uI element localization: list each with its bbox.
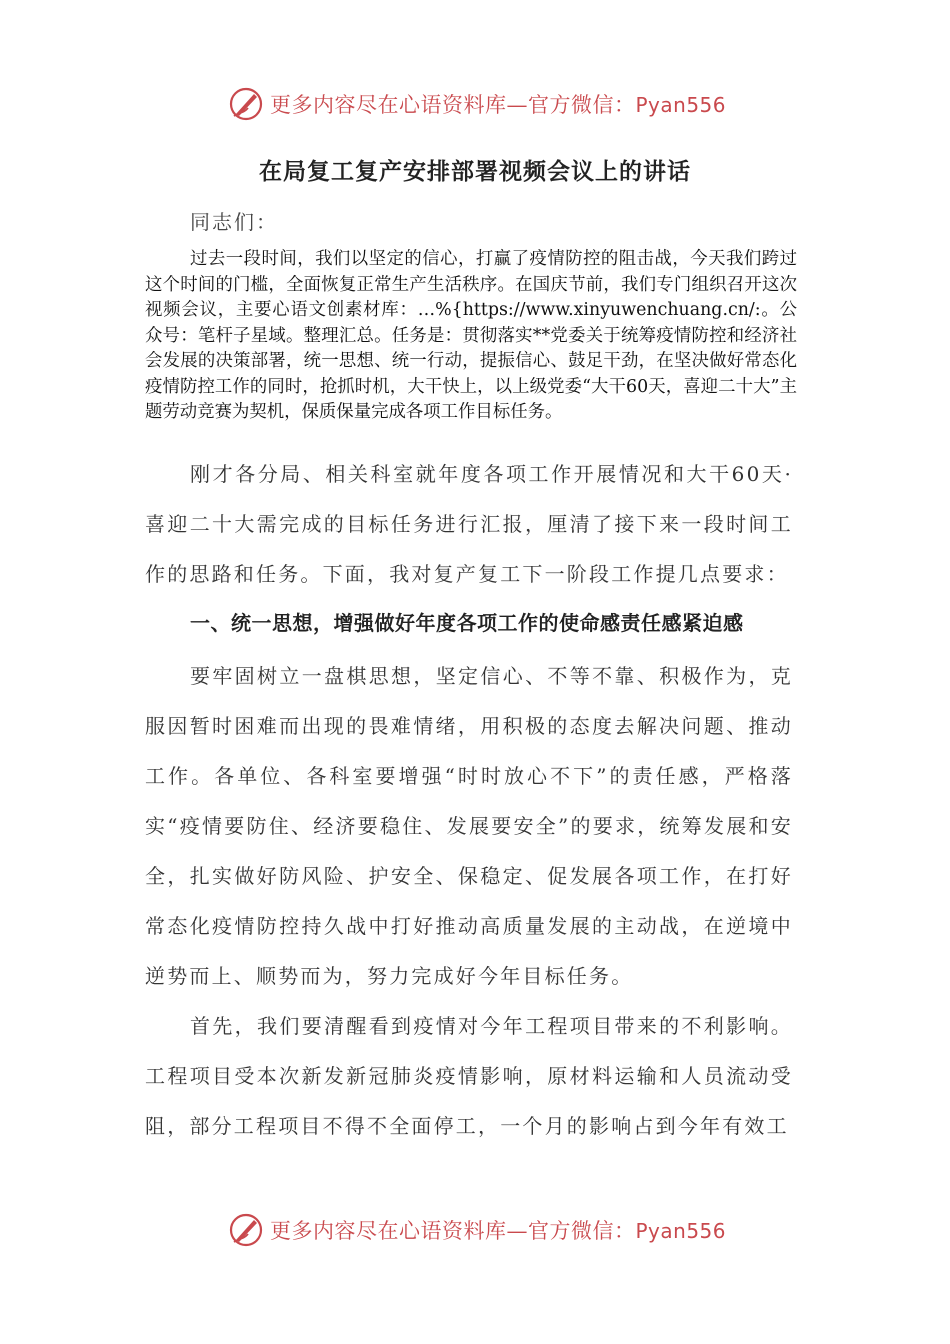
- paragraph-intro: 过去一段时间，我们以坚定的信心，打赢了疫情防控的阻击战，今天我们跨过这个时间的门槛，全面恢复正常生产生活秩序。在国庆节前，我们专门组织召开这次视频会议，主要心语文创素材库：…%{https://www.xinyuwenchuang.cn/:。公众号：笔杆子星域。整理汇总。任务是：贯彻落实**党委关于统筹疫情防控和经济社会发展的决策部署，统一思想、统一行动，提振信心、鼓足干劲，在坚决做好常态化疫情防控工作的同时，抢抓时机，大干快上，以上级党委“大干60天，喜迎二十大”主题劳动竞赛为契机，保质保量完成各项工作目标任务。: [145, 249, 797, 422]
- quill-logo-icon: [228, 1212, 264, 1248]
- paragraph-section-1: 要牢固树立一盘棋思想，坚定信心、不等不靠、积极作为，克服因暂时困难而出现的畏难情绪，用积极的态度去解决问题、推动工作。各单位、各科室要增强“时时放心不下”的责任感，严格落实“疫情要防住、经济要稳住、发展要安全”的要求，统筹发展和安全，扎实做好防风险、护安全、保稳定、促发展各项工作，在打好常态化疫情防控持久战中打好推动高质量发展的主动战，在逆境中逆势而上、顺势而为，努力完成好今年目标任务。: [145, 664, 793, 988]
- watermark-text: 更多内容尽在心语资料库—官方微信：Pyan556: [270, 1219, 727, 1243]
- paragraph-first: 首先，我们要清醒看到疫情对今年工程项目带来的不利影响。工程项目受本次新发新冠肺炎疫情影响，原材料运输和人员流动受阻，部分工程项目不得不全面停工，一个月的影响占到今年有效工: [145, 1014, 793, 1138]
- paragraph-report: 刚才各分局、相关科室就年度各项工作开展情况和大干60天·喜迎二十大需完成的目标任务进行汇报，厘清了接下来一段时间工作的思路和任务。下面，我对复产复工下一阶段工作提几点要求：: [145, 462, 793, 586]
- watermark-text: 更多内容尽在心语资料库—官方微信：Pyan556: [270, 93, 727, 117]
- greeting: 同志们：: [190, 210, 278, 234]
- document-title: 在局复工复产安排部署视频会议上的讲话: [259, 158, 691, 185]
- watermark-banner-bottom: [228, 1210, 748, 1250]
- quill-logo-icon: [228, 86, 264, 122]
- section-heading-1: 一、统一思想，增强做好年度各项工作的使命感责任感紧迫感: [190, 611, 744, 635]
- watermark-banner-top: [228, 84, 748, 124]
